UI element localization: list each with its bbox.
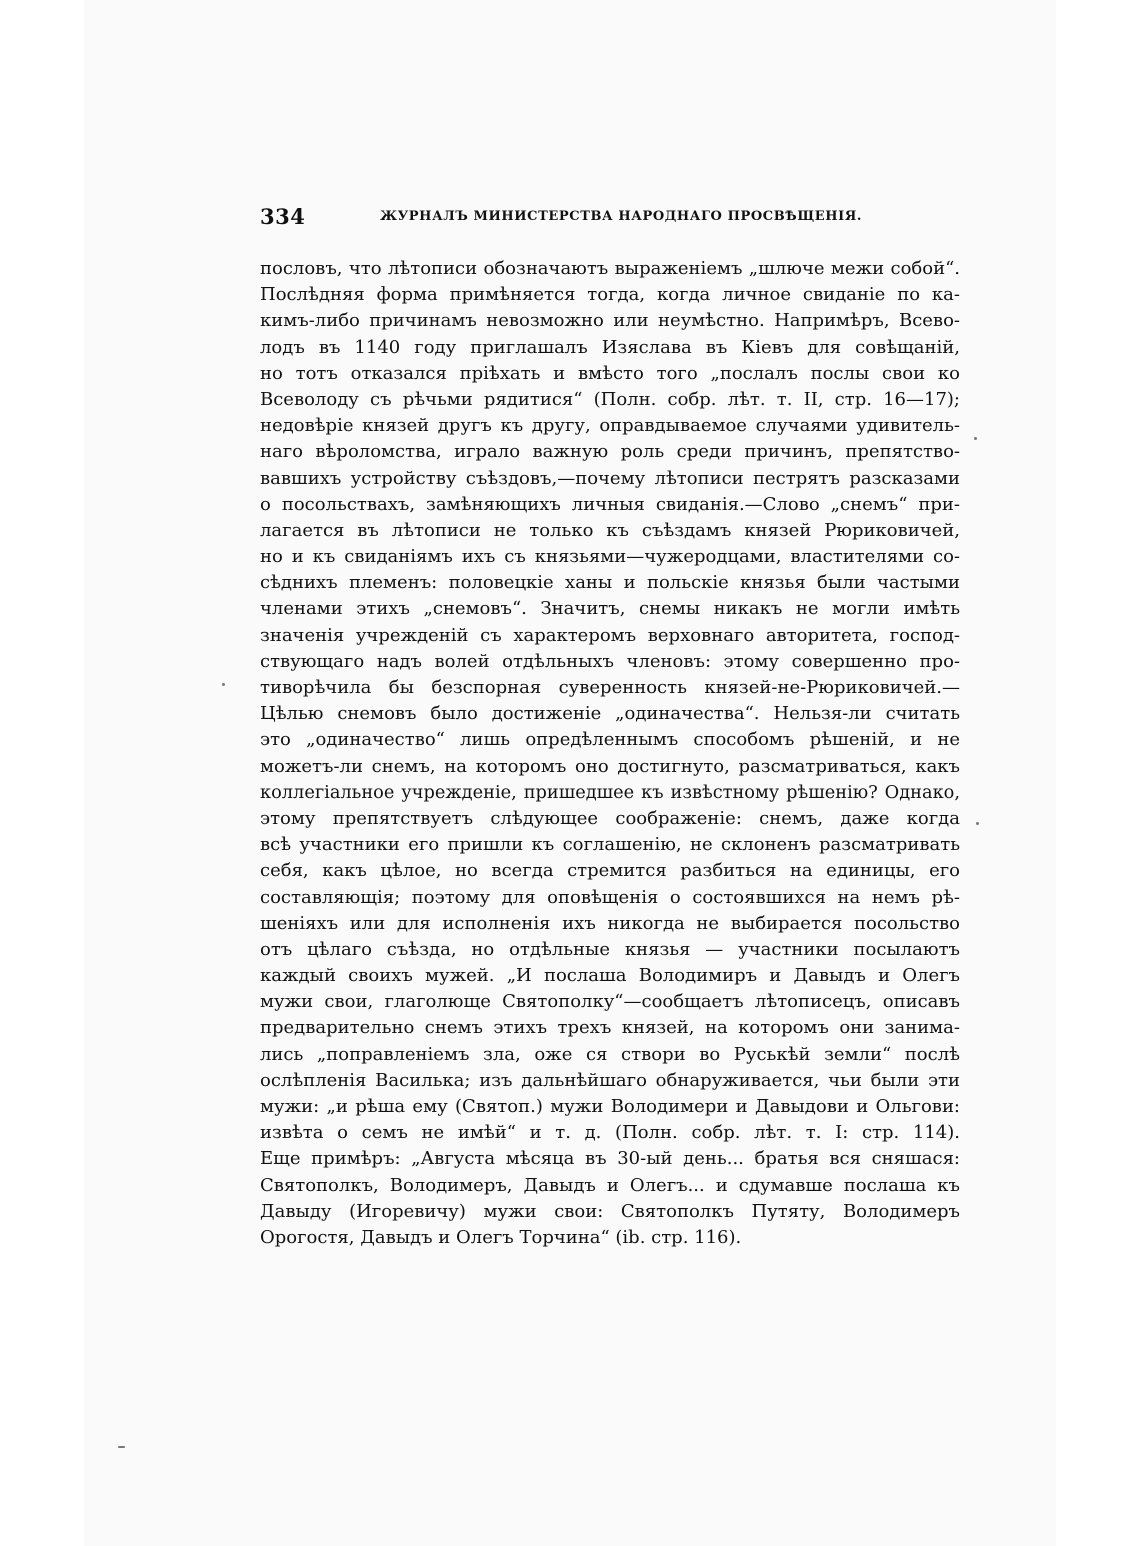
text-line: ослѣпленія Василька; изъ дальнѣйшаго обнаруживается, чьи были эти [260, 1069, 960, 1091]
body-text [260, 256, 960, 1251]
text-line: каждый своихъ мужей. „И послаша Володимиръ и Давыдъ и Олегъ [260, 965, 960, 987]
text-line: можетъ-ли снемъ, на которомъ оно достигнуто, разсматриваться, какъ [260, 755, 960, 777]
text-line: составляющія; поэтому для оповѣщенія о состоявшихся на немъ рѣ- [260, 886, 960, 908]
text-line: Еще примѣръ: „Августа мѣсяца въ 30-ый день... братья вся сняшася: [260, 1148, 960, 1170]
text-line: этому препятствуетъ слѣдующее соображеніе: снемъ, даже когда [260, 807, 960, 829]
text-line: лодъ въ 1140 году приглашалъ Изяслава въ Кіевъ для совѣщаній, [260, 336, 960, 358]
running-head: ЖУРНАЛЪ МИНИСТЕРСТВА НАРОДНАГО ПРОСВѢЩЕНІЯ. [380, 209, 863, 224]
text-line: всѣ участники его пришли къ соглашенію, не склоненъ разсматривать [260, 834, 960, 856]
text-line: но тотъ отказался пріѣхать и вмѣсто того „послалъ послы свои ко [260, 362, 960, 384]
text-line: извѣта о семъ не имѣй“ и т. д. (Полн. собр. лѣт. т. I: стр. 114). [260, 1122, 960, 1144]
text-line: но и къ свиданіямъ ихъ съ князьями—чужеродцами, властителями со- [260, 546, 960, 568]
text-line: Святополкъ, Володимеръ, Давыдъ и Олегъ... и сдумавше послаша къ [260, 1174, 960, 1196]
text-line: пословъ, что лѣтописи обозначаютъ выраженіемъ „шлюче межи собой“. [260, 258, 960, 279]
scan-speck [222, 683, 225, 686]
text-line: отъ цѣлаго съѣзда, но отдѣльные князья — участники посылаютъ [260, 938, 960, 960]
scan-speck [974, 437, 977, 440]
text-line: ствующаго надъ волей отдѣльныхъ членовъ: этому совершенно про- [260, 650, 960, 672]
text-line: Цѣлью снемовъ было достиженіе „одиначества“. Нельзя-ли считать [260, 703, 960, 725]
text-line: вавшихъ устройству съѣздовъ,—почему лѣтописи пестрятъ разсказами [260, 467, 960, 489]
scan-speck [976, 822, 979, 825]
text-line: лагается въ лѣтописи не только къ съѣздамъ князей Рюриковичей, [260, 519, 960, 541]
text-line: Всеволоду съ рѣчьми рядитися“ (Полн. собр. лѣт. т. II, стр. 16—17); [260, 388, 960, 410]
text-line: недовѣріе князей другъ къ другу, оправдываемое случаями удивитель- [260, 415, 960, 437]
text-line: предварительно снемъ этихъ трехъ князей, на которомъ они занима- [260, 1017, 960, 1039]
text-line: кимъ-либо причинамъ невозможно или неумѣстно. Напримѣръ, Всево- [260, 310, 960, 332]
page-number: 334 [260, 204, 306, 229]
scan-speck [118, 1446, 125, 1448]
text-line: Давыду (Игоревичу) мужи свои: Святополкъ Путяту, Володимеръ [260, 1200, 960, 1222]
text-line: значенія учрежденій съ характеромъ верховнаго авторитета, господ- [260, 624, 960, 646]
text-line: сѣднихъ племенъ: половецкіе ханы и польскіе князья были частыми [260, 572, 960, 594]
text-line: Послѣдняя форма примѣняется тогда, когда личное свиданіе по ка- [260, 284, 960, 306]
text-line: членами этихъ „снемовъ“. Значитъ, снемы никакъ не могли имѣть [260, 598, 960, 620]
text-line: это „одиначество“ лишь опредѣленнымъ способомъ рѣшеній, и не [260, 729, 960, 751]
page-header [260, 204, 960, 234]
text-line-last: Орогостя, Давыдъ и Олегъ Торчина“ (ib. стр. 116). [260, 1226, 742, 1248]
text-line: коллегіальное учрежденіе, пришедшее къ извѣстному рѣшенію? Однако, [260, 782, 960, 803]
text-line: мужи: „и рѣша ему (Святоп.) мужи Володимери и Давыдови и Ольгови: [260, 1096, 960, 1117]
text-line: мужи свои, глаголюще Святополку“—сообщаетъ лѣтописецъ, описавъ [260, 991, 960, 1013]
text-line: шеніяхъ или для исполненія ихъ никогда не выбирается посольство [260, 912, 960, 934]
text-line: лись „поправленіемъ зла, оже ся створи во Руськѣй земли“ послѣ [260, 1043, 960, 1065]
text-line: наго вѣроломства, играло важную роль среди причинъ, препятство- [260, 441, 960, 463]
text-line: тиворѣчила бы безспорная суверенность князей-не-Рюриковичей.— [260, 677, 960, 698]
text-line: о посольствахъ, замѣняющихъ личныя свиданія.—Слово „снемъ“ при- [260, 493, 960, 515]
text-line: себя, какъ цѣлое, но всегда стремится разбиться на единицы, его [260, 860, 960, 882]
